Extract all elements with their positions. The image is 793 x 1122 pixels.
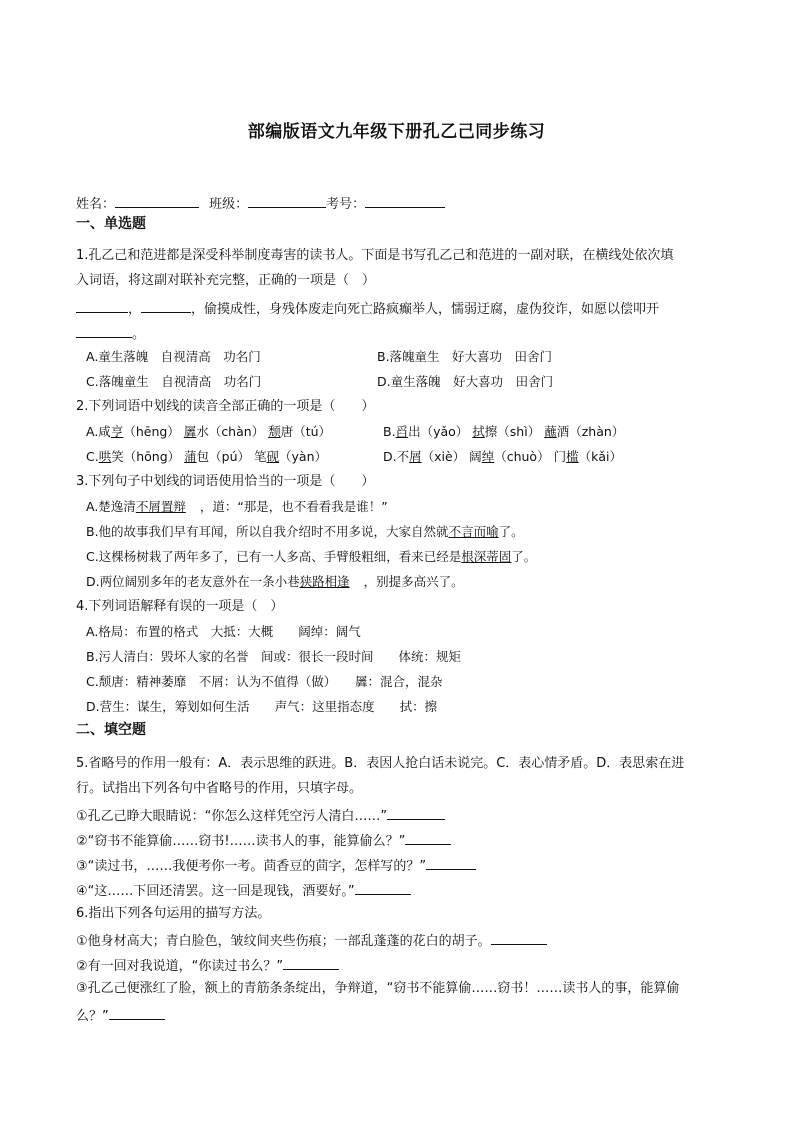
q4-option-c[interactable]: C.颓唐：精神萎靡 不屑：认为不值得（做） 羼：混合，混杂 (86, 674, 443, 689)
q1-stem-line-1: 1.孔乙己和范进都是深受科举制度毒害的读书人。下面是书写孔乙己和范进的一副对联，在横线处依次填 (76, 248, 674, 263)
q1-option-c[interactable]: C.落魄童生 自视清高 功名门 (86, 374, 262, 389)
q2-stem: 2.下列词语中划线的读音全部正确的一项是（ ） (76, 399, 375, 414)
q1-stem-line-3 (76, 298, 659, 319)
class-blank[interactable] (248, 193, 326, 208)
q1-blank-1[interactable] (76, 298, 128, 313)
q5-item-3: ③“读过书，……我便考你一考。茴香豆的茴字，怎样写的？” (76, 855, 476, 876)
q5-item-1: ①孔乙己睁大眼睛说：“你怎么这样凭空污人清白……” (76, 805, 445, 826)
page-title: 部编版语文九年级下册孔乙己同步练习 (247, 122, 546, 142)
q2-option-d[interactable]: D.不屑（xiè） 阔绰（chuò） 门槛（kǎi） (383, 449, 622, 464)
q4-option-a[interactable]: A.格局：布置的格式 大抵：大概 阔绰：阔气 (86, 624, 361, 639)
q6-item-1: ①他身材高大；青白脸色，皱纹间夹些伤痕；一部乱蓬蓬的花白的胡子。 (76, 930, 547, 951)
q3-option-d[interactable]: D.两位阔别多年的老友意外在一条小巷狭路相逢 ，别提多高兴了。 (86, 574, 464, 589)
q6-item-2: ②有一回对我说道，“你读过书么？” (76, 955, 339, 976)
name-blank[interactable] (115, 193, 199, 208)
q5-blank-2[interactable] (405, 830, 451, 845)
q3-option-b[interactable]: B.他的故事我们早有耳闻，所以自我介绍时不用多说，大家自然就不言而喻了。 (86, 524, 524, 539)
q1-option-a[interactable]: A.童生落魄 自视清高 功名门 (86, 349, 261, 364)
exam-label: 考号： (326, 197, 366, 212)
q2-option-b[interactable]: B.舀出（yǎo） 拭擦（shì） 蘸酒（zhàn） (383, 424, 625, 439)
q3-option-a[interactable]: A.楚逸清不屑置辩 ，道：“那是，也不看看我是谁！” (86, 499, 388, 514)
section-heading-single-choice: 一、单选题 (76, 216, 146, 232)
q5-item-2: ②“窃书不能算偷……窃书!……读书人的事，能算偷么？” (76, 830, 451, 851)
q6-item-3: ③孔乙己便涨红了脸，额上的青筋条条绽出，争辩道，“窃书不能算偷……窃书！……读书人的事，能算偷 (76, 981, 680, 996)
q6-blank-1[interactable] (491, 930, 547, 945)
q6-stem: 6.指出下列各句运用的描写方法。 (76, 906, 271, 921)
q3-stem: 3.下列句子中划线的词语使用恰当的一项是（ ） (76, 474, 375, 489)
section-heading-fill-blank: 二、填空题 (76, 722, 146, 738)
q1-option-d[interactable]: D.童生落魄 好大喜功 田舍门 (377, 374, 554, 389)
q1-comma: ， (128, 302, 142, 317)
q1-blank-3[interactable] (76, 323, 132, 338)
q2-option-c[interactable]: C.哄笑（hōng） 蒲包（pú） 笔砚（yàn） (86, 449, 328, 464)
q1-period: 。 (132, 327, 146, 342)
q5-blank-4[interactable] (355, 880, 411, 895)
q5-blank-1[interactable] (387, 805, 445, 820)
q1-stem-text: ，偷摸成性，身残体废走向死亡路疯癫举人，懦弱迂腐，虚伪狡诈，如愿以偿叩开 (191, 302, 660, 317)
q1-option-b[interactable]: B.落魄童生 好大喜功 田舍门 (377, 349, 553, 364)
q5-item-4: ④“这……下回还清罢。这一回是现钱，酒要好。” (76, 880, 411, 901)
q1-stem-line-4 (76, 323, 145, 344)
q1-stem-line-2: 入词语，将这副对联补充完整，正确的一项是（ ） (76, 273, 376, 288)
q1-blank-2[interactable] (141, 298, 191, 313)
name-label: 姓名： (76, 197, 116, 212)
q2-option-a[interactable]: A.咸亨（hēng） 羼水（chàn） 颓唐（tú） (86, 424, 332, 439)
student-info-row (76, 193, 445, 214)
exam-blank[interactable] (365, 193, 445, 208)
class-label: 班级： (209, 197, 249, 212)
q6-item-3-cont: 么？” (76, 1005, 165, 1026)
q6-blank-3[interactable] (109, 1005, 165, 1020)
q5-stem-line-2: 行。试指出下列各句中省略号的作用，只填字母。 (76, 781, 363, 796)
q6-blank-2[interactable] (283, 955, 339, 970)
q4-option-d[interactable]: D.营生：谋生，筹划如何生活 声气：这里指态度 拭：擦 (86, 699, 438, 714)
q4-option-b[interactable]: B.污人清白：毁坏人家的名誉 间或：很长一段时间 体统：规矩 (86, 649, 462, 664)
q5-blank-3[interactable] (426, 855, 476, 870)
q5-stem-line-1: 5.省略号的作用一般有：A．表示思维的跃进。B．表因人抢白话未说完。C．表心情矛盾。D．表思索在进 (76, 756, 685, 771)
q3-option-c[interactable]: C.这棵杨树栽了两年多了，已有一人多高、手臂般粗细，看来已经是根深蒂固了。 (86, 549, 537, 564)
q4-stem: 4.下列词语解释有误的一项是（ ） (76, 599, 284, 614)
